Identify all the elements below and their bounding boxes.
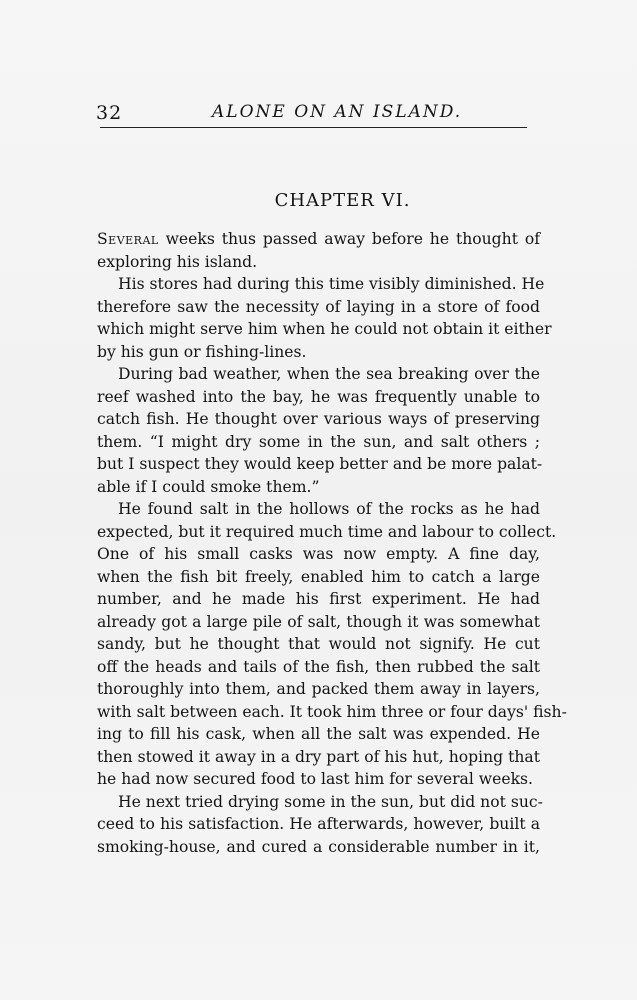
text-line: exploring his island. xyxy=(97,252,258,271)
text-line: He next tried drying some in the sun, but did not suc- xyxy=(118,792,543,811)
paragraph-lead-word: Several xyxy=(97,230,159,248)
running-title: ALONE ON AN ISLAND. xyxy=(212,102,463,122)
text-line: by his gun or fishing-lines. xyxy=(97,342,307,361)
running-head xyxy=(96,100,526,130)
text-line: Several weeks thus passed away before he thought of xyxy=(97,230,540,248)
text-line: smoking-house, and cured a considerable number in it, xyxy=(97,837,540,856)
text-line: catch fish. He thought over various ways of preserving xyxy=(97,410,540,428)
chapter-heading-text: CHAPTER VI. xyxy=(274,190,411,211)
text-line: which might serve him when he could not obtain it either xyxy=(97,320,552,338)
text-line: he had now secured food to last him for several weeks. xyxy=(97,770,534,788)
header-rule xyxy=(100,127,527,128)
text-line: One of his small casks was now empty. A fine day, xyxy=(97,545,540,563)
text-line: off the heads and tails of the fish, then rubbed the salt xyxy=(97,657,540,676)
text-line: when the fish bit freely, enabled him to catch a large xyxy=(97,567,540,586)
text-line: sandy, but he thought that would not signify. He cut xyxy=(97,635,540,653)
text-line: thoroughly into them, and packed them away in layers, xyxy=(97,680,540,698)
text-line: already got a large pile of salt, though it was somewhat xyxy=(97,612,540,631)
chapter-heading xyxy=(0,190,637,211)
text-line: but I suspect they would keep better and be more palat- xyxy=(97,455,543,473)
text-line: them. “I might dry some in the sun, and salt others ; xyxy=(97,432,540,451)
text-line: His stores had during this time visibly diminished. He xyxy=(118,275,545,293)
text-line: reef washed into the bay, he was frequently unable to xyxy=(97,387,540,406)
text-line: number, and he made his first experiment. He had xyxy=(97,590,540,608)
text-line: then stowed it away in a dry part of his hut, hoping that xyxy=(97,747,540,766)
text-line: During bad weather, when the sea breaking over the xyxy=(118,365,540,383)
page-number: 32 xyxy=(96,102,123,124)
text-line: expected, but it required much time and labour to collect. xyxy=(97,522,557,541)
text-line: able if I could smoke them.” xyxy=(97,477,320,496)
text-line: He found salt in the hollows of the rocks as he had xyxy=(118,500,540,518)
text-line: ing to fill his cask, when all the salt was expended. He xyxy=(97,725,540,743)
text-line: therefore saw the necessity of laying in a store of food xyxy=(97,297,540,316)
text-line: with salt between each. It took him three or four days' fish- xyxy=(97,702,567,721)
text-line: ceed to his satisfaction. He afterwards, however, built a xyxy=(97,815,540,833)
body-text xyxy=(97,228,567,858)
